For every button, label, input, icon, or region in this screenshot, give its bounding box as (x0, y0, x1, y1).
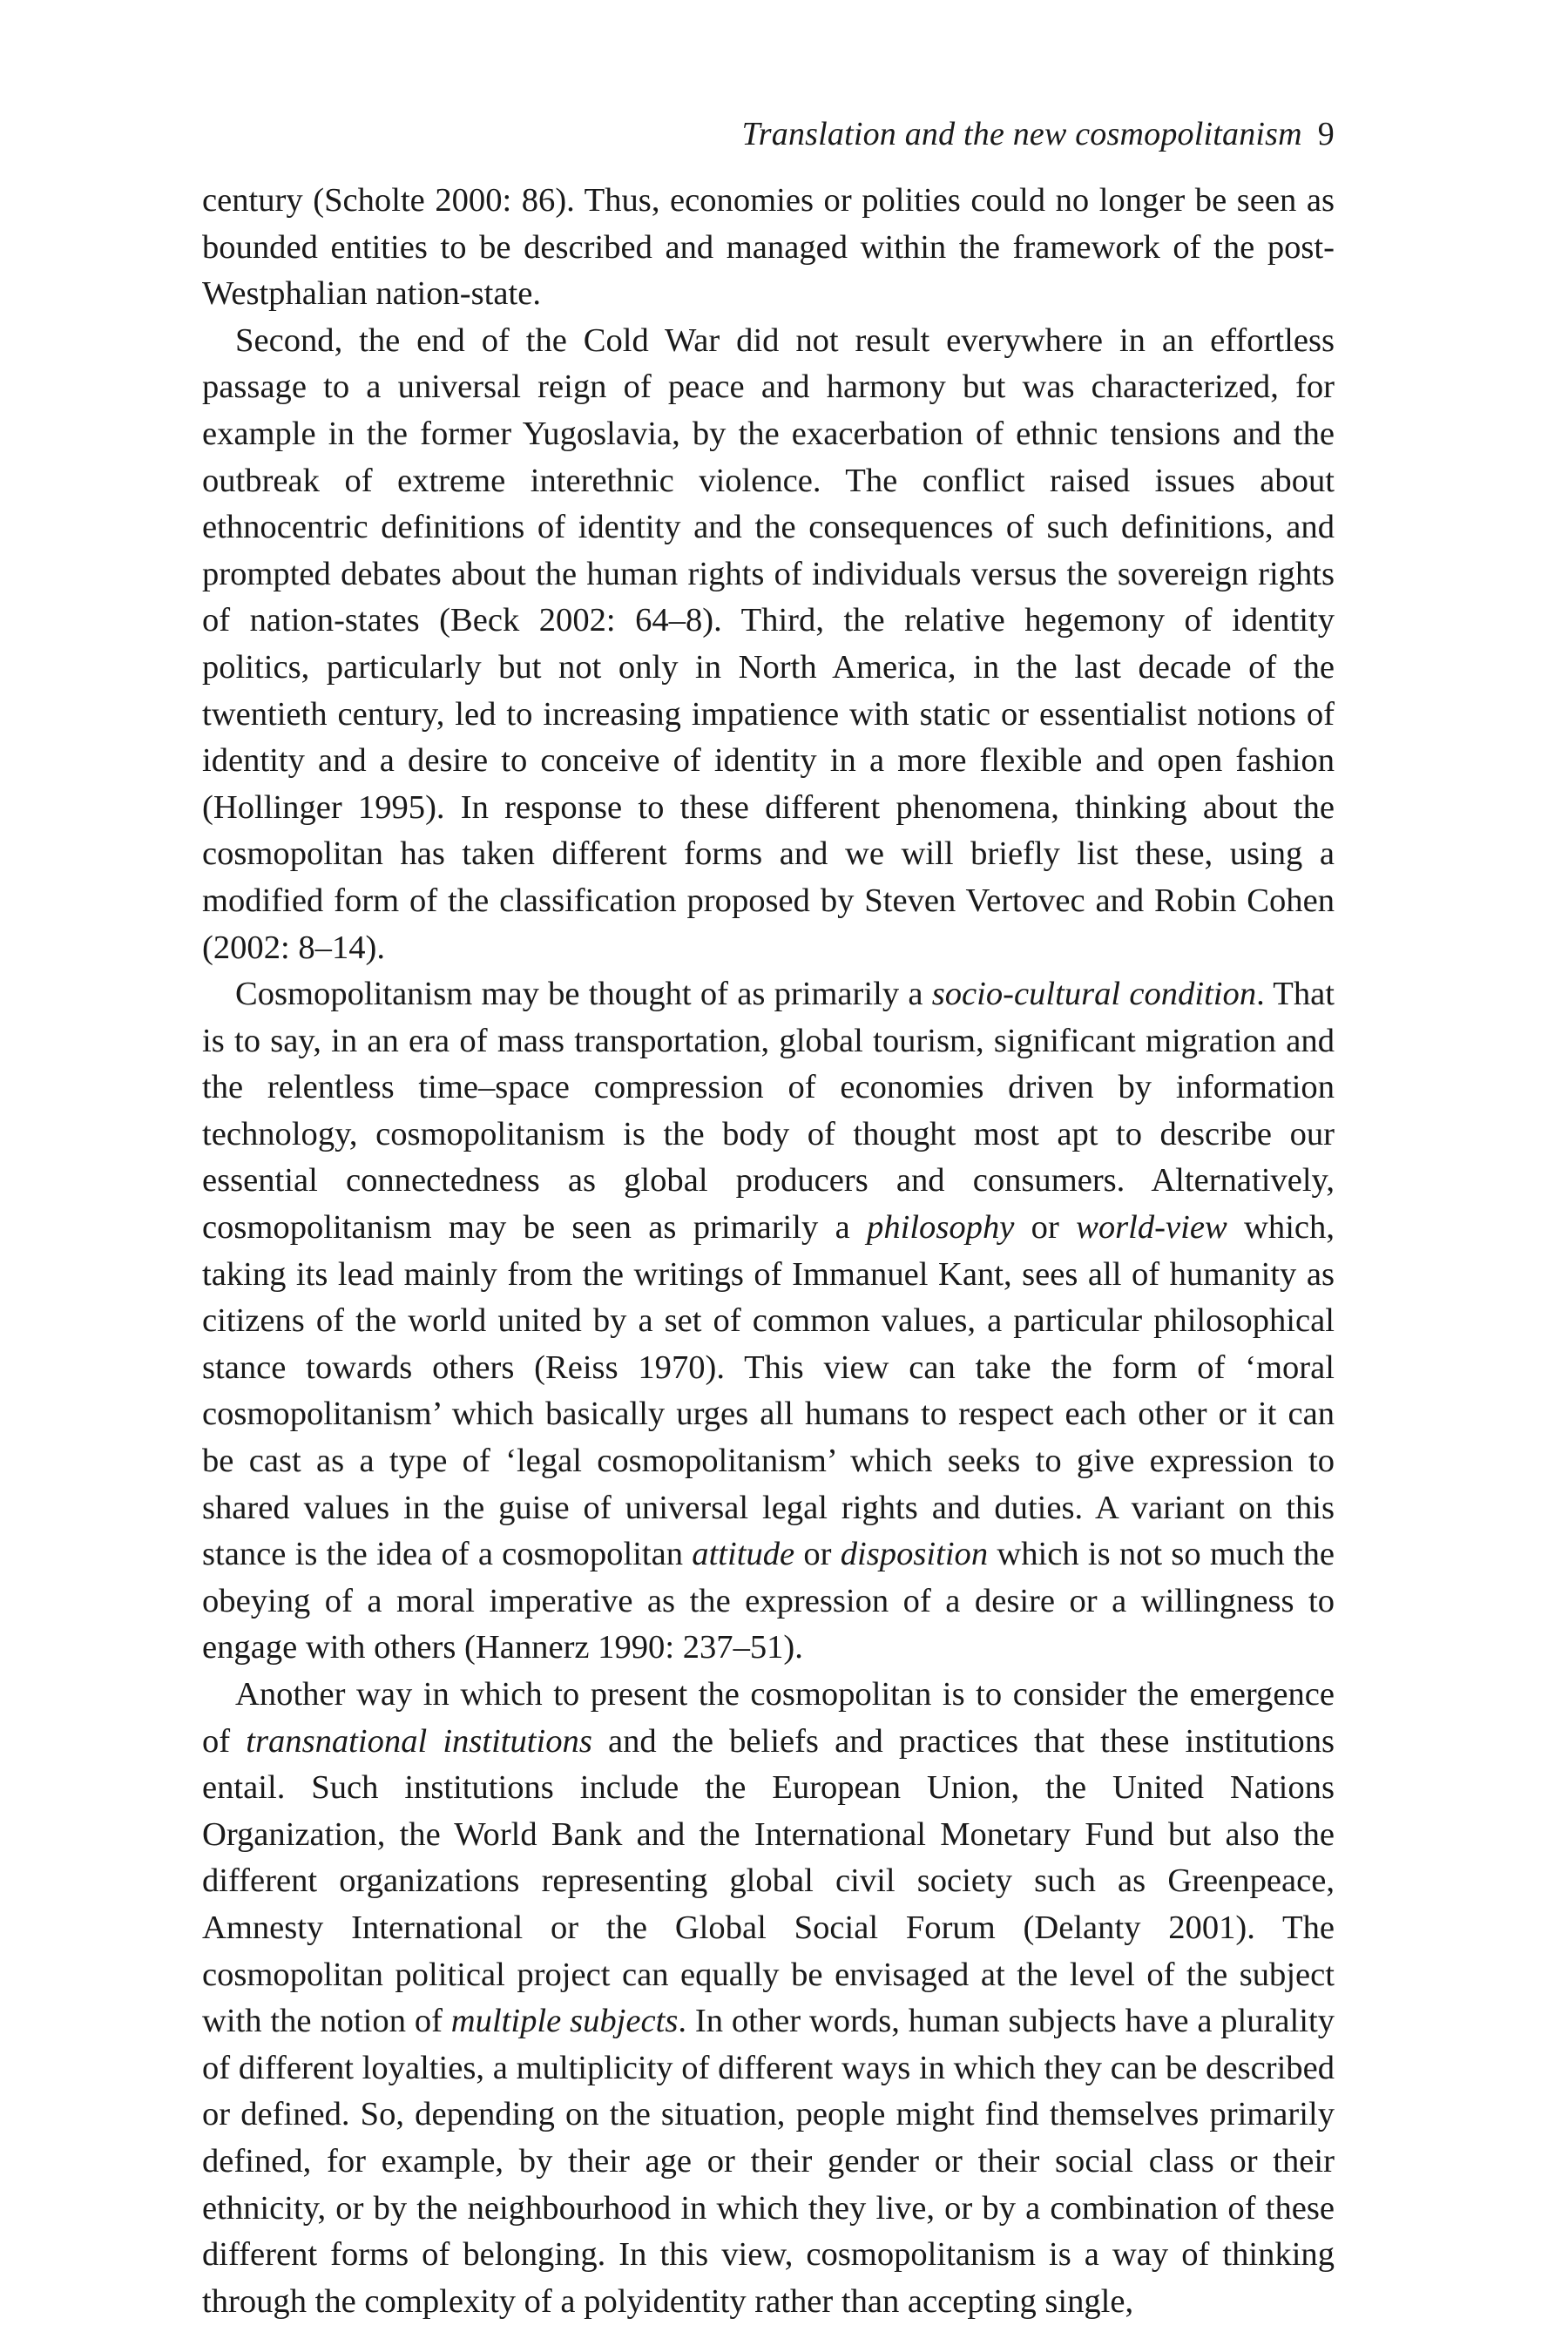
paragraph-4-text: Another way in which to present the cosmopolitan is to consider the emergence of (202, 1676, 1335, 1760)
paragraph-1-text: century (Scholte 2000: 86). Thus, economies or polities could no longer be seen as bounded entities to be described and managed within the framework of the post-Westphalian nation-state. (202, 182, 1335, 313)
emphasis-philosophy: philosophy (867, 1209, 1015, 1247)
paragraph-3-text: or (794, 1536, 841, 1573)
emphasis-disposition: disposition (840, 1536, 989, 1573)
emphasis-transnational-institutions: transnational institutions (246, 1722, 592, 1760)
paragraph-4-text: . In other words, human subjects have a plurality of different loyalties, a multiplicity of different ways in which they can be described or defined. So, depending on the situation, people might find themselves primarily defined, for example, by their age or their gender or their social class or their ethnicity, or by the neighbourhood in which they live, or by a combination of these different forms of belonging. In this view, cosmopolitanism is a way of thinking through the complexity of a polyidentity rather than accepting single, (202, 2003, 1335, 2320)
paragraph-2 (202, 318, 1335, 971)
paragraph-4 (202, 1672, 1335, 2325)
page-number: 9 (1317, 116, 1335, 152)
paragraph-3 (202, 971, 1335, 1672)
emphasis-attitude: attitude (692, 1536, 795, 1573)
emphasis-multiple-subjects: multiple subjects (450, 2003, 679, 2040)
running-head (202, 113, 1335, 155)
paragraph-3-text: or (1014, 1209, 1077, 1247)
emphasis-socio-cultural-condition: socio-cultural condition (931, 976, 1257, 1013)
paragraph-3-text: which is not so much the obeying of a moral imperative as the expression of a desire or a willingness to engage with others (Hannerz 1990: 237–51). (202, 1536, 1335, 1666)
paragraph-3-text: Cosmopolitanism may be thought of as primarily a (235, 976, 932, 1013)
running-title: Translation and the new cosmopolitanism (741, 116, 1302, 152)
paragraph-3-text: . That is to say, in an era of mass transportation, global tourism, significant migration and the relentless time–space compression of economies driven by information technology, cosmopolitanism is the body of thought most apt to describe our essential connectedness as global producers and consumers. Alternatively, cosmopolitanism may be seen as primarily a (202, 976, 1335, 1247)
paragraph-4-text: and the beliefs and practices that these institutions entail. Such institutions include the European Union, the United Nations Organization, the World Bank and the International Monetary Fund but also the different organizations representing global civil society such as Greenpeace, Amnesty International or the Global Social Forum (Delanty 2001). The cosmopolitan political project can equally be envisaged at the level of the subject with the notion of (202, 1722, 1335, 2040)
body-text (202, 178, 1335, 2325)
paragraph-1 (202, 178, 1335, 318)
emphasis-world-view: world-view (1076, 1209, 1227, 1247)
paragraph-2-text: Second, the end of the Cold War did not result everywhere in an effortless passage to a universal reign of peace and harmony but was characterized, for example in the former Yugoslavia, by the exacerbation of ethnic tensions and the outbreak of extreme interethnic violence. The conflict raised issues about ethnocentric definitions of identity and the consequences of such definitions, and prompted debates about the human rights of individuals versus the sovereign rights of nation-states (Beck 2002: 64–8). Third, the relative hegemony of identity politics, particularly but not only in North America, in the last decade of the twentieth century, led to increasing impatience with static or essentialist notions of identity and a desire to conceive of identity in a more flexible and open fashion (Hollinger 1995). In response to these different phenomena, thinking about the cosmopolitan has taken different forms and we will briefly list these, using a modified form of the classification proposed by Steven Vertovec and Robin Cohen (2002: 8–14). (202, 321, 1335, 966)
paragraph-3-text: which, taking its lead mainly from the writings of Immanuel Kant, sees all of humanity as citizens of the world united by a set of common values, a particular philosophical stance towards others (Reiss 1970). This view can take the form of ‘moral cosmopolitanism’ which basically urges all humans to respect each other or it can be cast as a type of ‘legal cosmopolitanism’ which seeks to give expression to shared values in the guise of universal legal rights and duties. A variant on this stance is the idea of a cosmopolitan (202, 1209, 1335, 1573)
